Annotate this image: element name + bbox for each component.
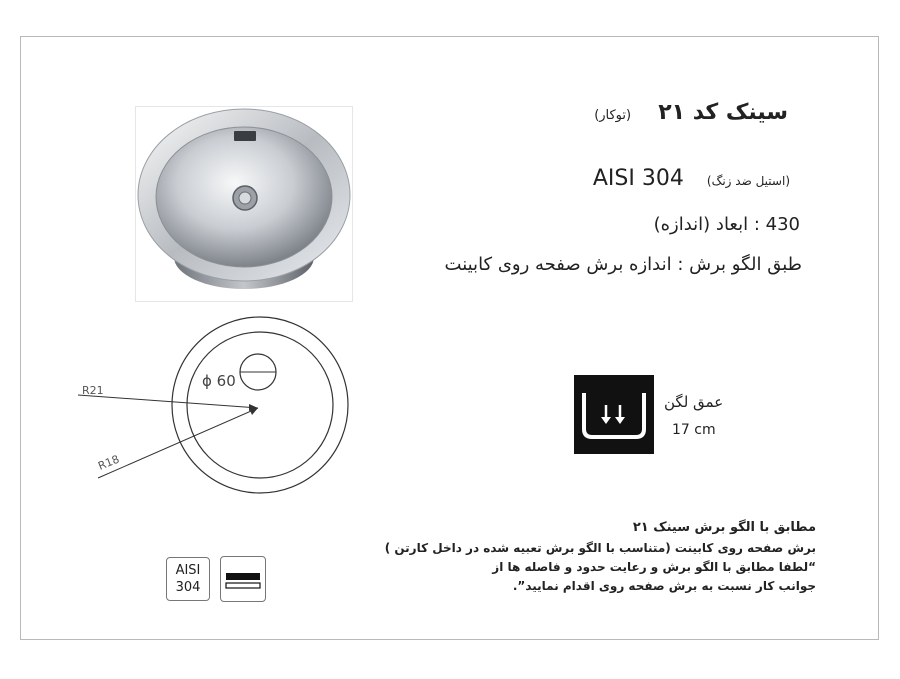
- notes-heading: مطابق با الگو برش سینک ۲۱: [632, 520, 816, 535]
- cutout-text: طبق الگو برش : اندازه برش صفحه روی کابینت: [444, 254, 802, 275]
- basin-depth-icon: [574, 375, 654, 454]
- aisi-badge-line2: 304: [175, 580, 201, 595]
- notes-line: “لطفا مطابق با الگو برش و رعایت حدود و فاصله ها از: [492, 560, 816, 574]
- flat-edge-icon: [220, 556, 266, 602]
- sink-photo: [135, 106, 353, 302]
- depth-value: 17 cm: [672, 422, 716, 438]
- outer-circle: [172, 317, 348, 493]
- notes-line: جوانب کار نسبت به برش صفحه روی اقدام نمایید”.: [512, 579, 816, 593]
- material-grade: AISI 304: [592, 166, 684, 191]
- aisi-badge-line1: AISI: [175, 563, 201, 578]
- cutout-drawing: [70, 312, 370, 506]
- product-subtitle: (توکار): [594, 108, 632, 123]
- material-line: [593, 166, 790, 191]
- radius-inner-label: R18: [96, 452, 122, 473]
- material-note: (استیل ضد زنگ): [706, 174, 790, 188]
- product-name: سینک کد ۲۱: [658, 100, 788, 125]
- installation-notes: [356, 518, 816, 596]
- hole-label: ϕ 60: [202, 372, 236, 390]
- dimensions-text: 430 : ابعاد (اندازه): [653, 214, 800, 235]
- notes-line: برش صفحه روی کابینت (متناسب با الگو برش تعبیه شده در داخل کارتن ): [384, 541, 816, 555]
- aisi-badge: [166, 557, 210, 601]
- depth-label: عمق لگن: [664, 393, 724, 411]
- product-title: [594, 100, 788, 125]
- radius-outer-label: R21: [82, 384, 104, 397]
